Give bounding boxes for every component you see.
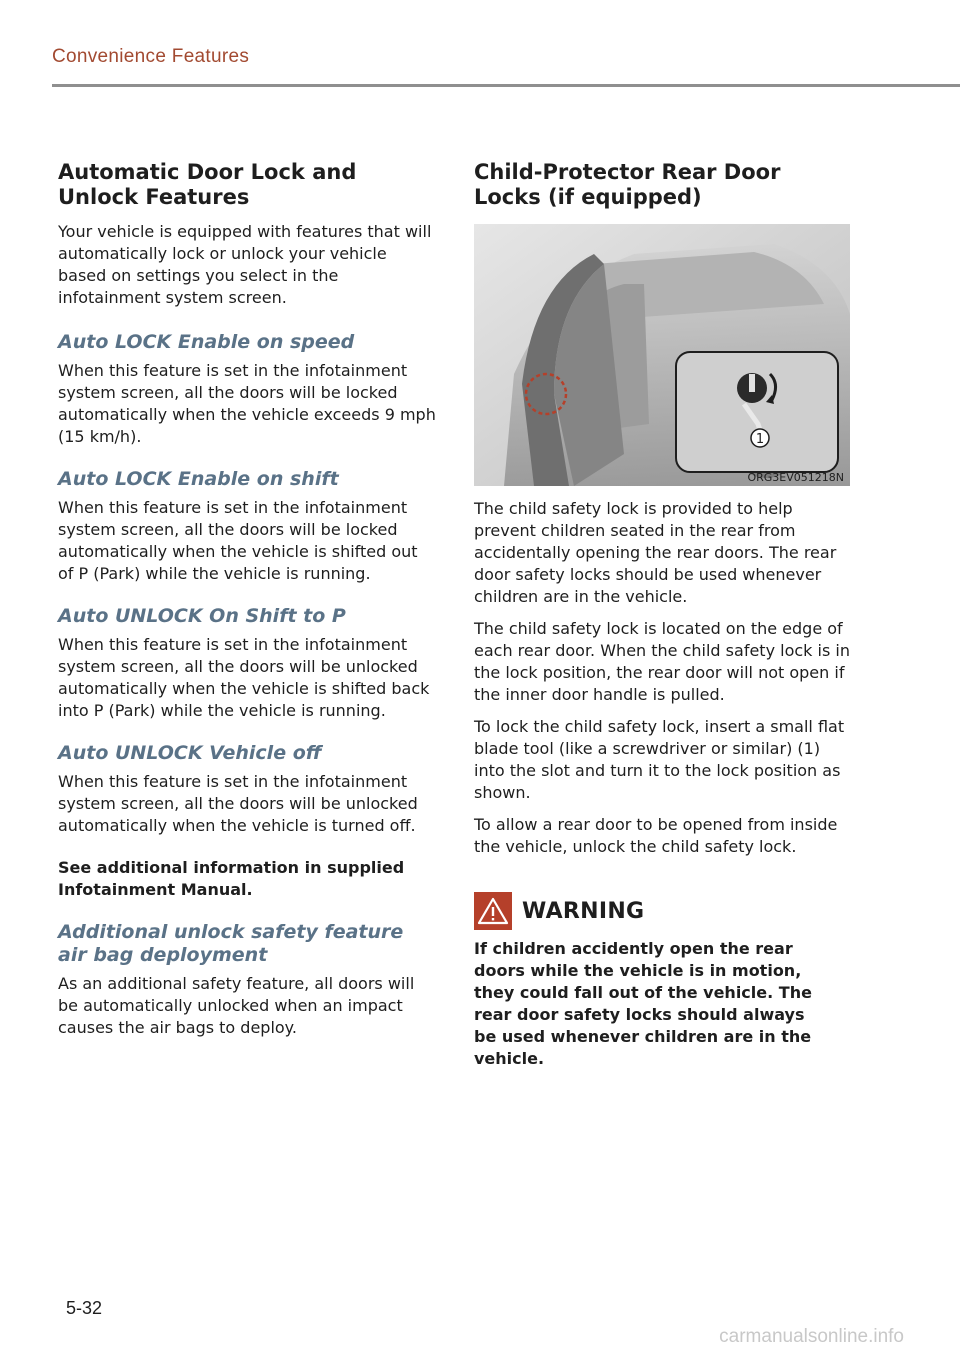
car-door-illustration [474,224,850,486]
airbag-subheading: Additional unlock safety feature air bag deployment [58,921,404,966]
left-column [58,160,438,1049]
section-unlock-vehicle-off [58,742,438,837]
child-lock-heading: Child-Protector Rear Door Locks (if equipped) [474,160,781,209]
warning-label: WARNING [522,898,645,924]
paragraph: The child safety lock is located on the edge of each rear door. When the child safety lock is in the lock position, the rear door will not open if the inner door handle is pulled. [474,619,850,704]
subheading: Auto UNLOCK On Shift to P [58,605,346,627]
callout-number: 1 [755,432,765,447]
paragraph: To lock the child safety lock, insert a small flat blade tool (like a screwdriver or similar) (1) into the slot and turn it to the lock position as shown. [474,717,845,802]
right-column [474,160,854,1070]
section-lock-speed [58,331,438,448]
warning-header [474,892,854,930]
header-divider [52,84,960,87]
auto-lock-heading: Automatic Door Lock and Unlock Features [58,160,357,209]
subheading: Auto UNLOCK Vehicle off [58,742,322,764]
watermark: carmanualsonline.info [719,1326,904,1347]
section-title: Convenience Features [52,46,250,67]
figure-code: ORG3EV051218N [747,471,844,484]
child-lock-illustration [474,224,850,486]
paragraph: When this feature is set in the infotainment system screen, all the doors will be locked automatically when the vehicle is shifted out of P (Park) while the vehicle is running. [58,498,418,583]
paragraph: When this feature is set in the infotainment system screen, all the doors will be unlocked automatically when the vehicle is shifted back into P (Park) while the vehicle is running. [58,635,430,720]
paragraph: To allow a rear door to be opened from inside the vehicle, unlock the child safety lock. [474,815,838,856]
airbag-paragraph: As an additional safety feature, all doors will be automatically unlocked when an impact causes the air bags to deploy. [58,974,415,1037]
auto-lock-intro: Your vehicle is equipped with features that will automatically lock or unlock your vehicle based on settings you select in the infotainment system screen. [58,222,432,307]
warning-icon [474,892,512,930]
paragraph: When this feature is set in the infotainment system screen, all the doors will be unlocked automatically when the vehicle is turned off. [58,772,418,835]
page-number: 5-32 [66,1298,103,1318]
subheading: Auto LOCK Enable on speed [58,331,355,353]
subheading: Auto LOCK Enable on shift [58,468,339,490]
section-lock-shift [58,468,438,585]
paragraph: The child safety lock is provided to help prevent children seated in the rear from accidentally opening the rear doors. The rear door safety locks should be used whenever children are in the vehicle. [474,499,837,606]
warning-text: If children accidently open the rear doors while the vehicle is in motion, they could fall out of the vehicle. The rear door safety locks should always be used whenever children are in the vehicle. [474,939,812,1068]
paragraph: When this feature is set in the infotainment system screen, all the doors will be locked automatically when the vehicle exceeds 9 mph (15 km/h). [58,361,436,446]
infotainment-note: See additional information in supplied Infotainment Manual. [58,858,405,899]
section-unlock-shift-p [58,605,438,722]
